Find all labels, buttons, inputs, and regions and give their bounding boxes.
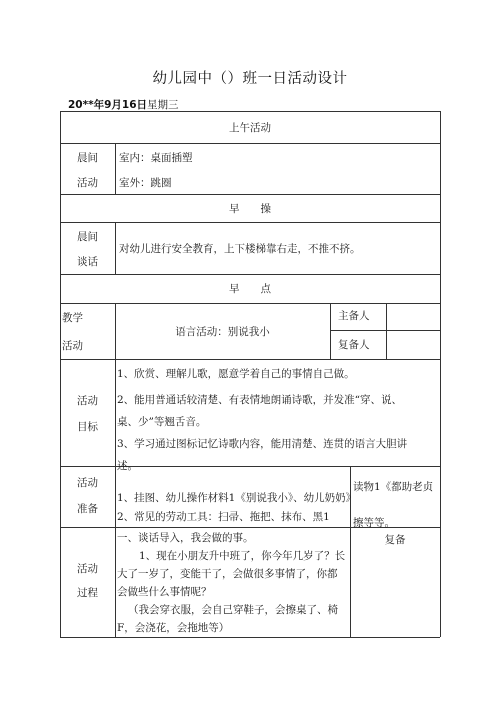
snack-header: 早 点 [229,283,271,295]
prep-label-2: 准备 [77,503,98,515]
table-rule [60,111,440,112]
table-rule [115,143,116,194]
process-step-1: 一、谈话导入，我会做的事。 [117,532,254,544]
weekday-text: 星期三 [147,99,179,111]
teaching-label-1: 教学 [62,312,83,324]
process-label-2: 过程 [77,587,98,599]
table-rule [60,143,440,144]
morning-activity-header: 上午活动 [229,122,271,134]
table-rule [440,111,441,637]
outdoor-activity: 室外：跳圈 [119,177,172,189]
indoor-activity: 室内：桌面插塑 [119,152,193,164]
process-label-1: 活动 [77,563,98,575]
morning-talk-content: 对幼儿进行安全教育，上下楼梯靠右走，不推不挤。 [119,243,361,255]
prep-line-1: 1、挂图、幼儿操作材料1《别说我小》、幼儿奶奶》 [117,492,357,504]
table-rule [60,359,440,360]
table-rule [386,303,387,359]
table-rule [60,194,440,195]
table-rule [115,222,116,274]
prep-side-text: 读物1《都助老贞擦等等。 [353,481,434,529]
goal-item-2: 2、能用普通话较清楚、有表情地朗诵诗歌，并发准“穿、说、桌、少”等翘舌音。 [117,394,403,428]
process-answer: （我会穿衣服，会自己穿鞋子，会擦桌了、椅F，会浇花，会拖地等） [117,604,338,634]
morning-talk-label-2: 谈话 [77,256,98,268]
teaching-content: 语言活动：别说我小 [175,326,270,338]
morning-activity-label-1: 晨间 [77,152,98,164]
document-title: 幼儿园中（）班一日活动设计 [152,71,348,87]
goals-label-1: 活动 [77,395,98,407]
prep-line-2: 2、常见的劳动工具：扫帚、拖把、抹布、黑1 [117,511,330,523]
morning-activity-label-2: 活动 [77,177,98,189]
table-rule [115,303,116,637]
exercise-header: 早 操 [229,203,271,215]
table-rule [60,274,440,275]
date-text: 20**年9月16日 [68,99,148,111]
table-rule [60,303,440,304]
process-side-text: 复备 [384,534,406,546]
teaching-label-2: 活动 [62,340,83,352]
goal-item-1: 1、欣赏、理解儿歌，愿意学着自己的事情自己做。 [117,368,355,380]
table-rule [330,330,440,331]
table-rule [330,303,331,359]
table-rule [60,222,440,223]
prep-person-label: 主备人 [338,310,370,322]
second-person-label: 复备人 [338,339,370,351]
goal-item-3: 3、学习通过图标记忆诗歌内容，能用清楚、连贯的语言大胆讲述。 [117,438,408,472]
morning-talk-label-1: 晨间 [77,231,98,243]
table-rule [60,637,440,638]
process-question-1: 1、现在小朋友升中班了，你今年几岁了？长大了一岁了，变能干了，会做很多事情了，你都会做些什么事情呢？ [117,550,346,598]
goals-label-2: 目标 [77,421,98,433]
prep-label-1: 活动 [77,477,98,489]
